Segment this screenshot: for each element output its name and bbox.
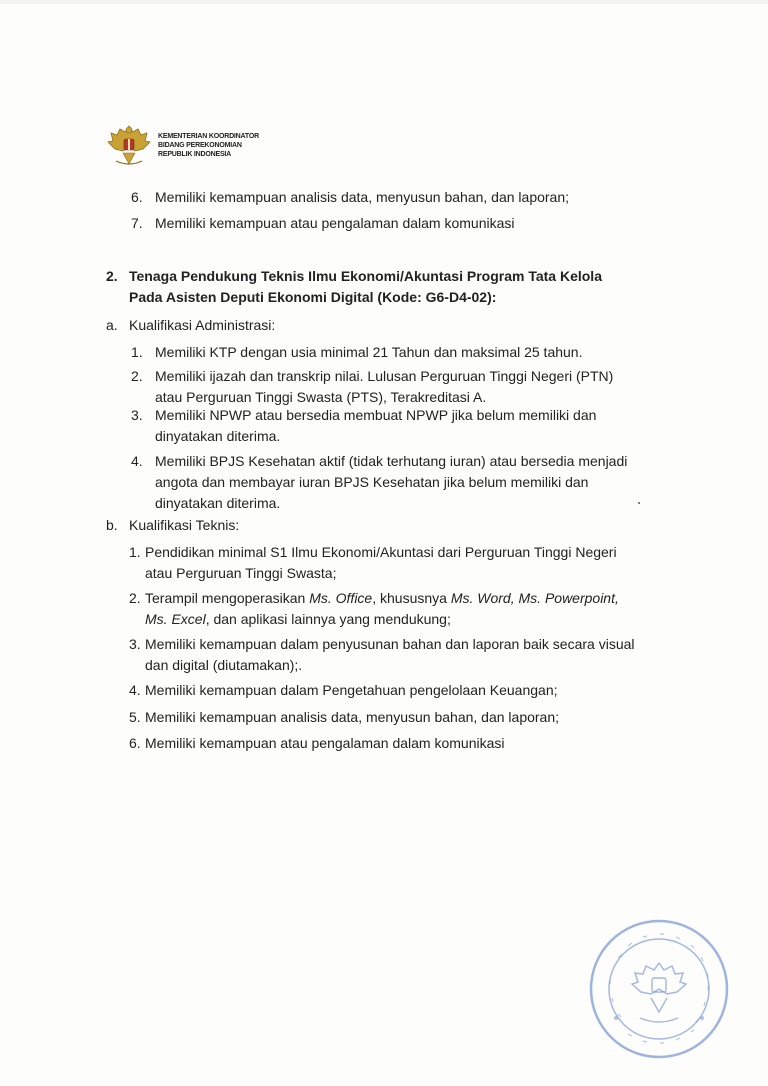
- teknis-item-line: Memiliki kemampuan dalam penyusunan bahan dan laporan baik secara visual: [145, 636, 635, 652]
- admin-item-text: [155, 366, 653, 408]
- admin-item-number: 2.: [131, 368, 143, 384]
- teknis-item-line: [145, 609, 665, 630]
- text-run: Terampil mengoperasikan: [145, 590, 310, 606]
- teknis-item-number: 4.: [129, 682, 141, 698]
- teknis-item-line: dan digital (diutamakan);.: [145, 657, 303, 673]
- text-run: , dan aplikasi lainnya yang mendukung;: [205, 611, 451, 627]
- section-number: 2.: [106, 268, 118, 284]
- teknis-item-number: 6.: [129, 735, 141, 751]
- prev-item-number: 6.: [131, 189, 143, 205]
- teknis-item-text: Memiliki kemampuan analisis data, menyusun bahan, dan laporan;: [145, 709, 560, 725]
- teknis-item-text: Memiliki kemampuan atau pengalaman dalam komunikasi: [145, 735, 505, 751]
- teknis-item-line: [145, 588, 665, 609]
- admin-item-line: Memiliki ijazah dan transkrip nilai. Lulusan Perguruan Tinggi Negeri (PTN): [155, 368, 614, 384]
- teknis-item-text: [145, 542, 665, 584]
- scan-speck: [638, 502, 640, 504]
- admin-item-line: angota dan membayar iuran BPJS Kesehatan jika belum memiliki dan: [155, 474, 589, 490]
- teknis-item-text: Memiliki kemampuan dalam Pengetahuan pengelolaan Keuangan;: [145, 682, 558, 698]
- admin-item-text: [155, 451, 653, 514]
- prev-item-text: Memiliki kemampuan atau pengalaman dalam komunikasi: [155, 215, 515, 231]
- prev-item-text: Memiliki kemampuan analisis data, menyusun bahan, dan laporan;: [155, 189, 570, 205]
- teknis-item-number: 2.: [129, 590, 141, 606]
- admin-item-line: Memiliki NPWP atau bersedia membuat NPWP jika belum memiliki dan: [155, 407, 597, 423]
- top-edge: [0, 0, 768, 4]
- subsection-letter: b.: [106, 517, 118, 533]
- teknis-item-line: Pendidikan minimal S1 Ilmu Ekonomi/Akuntasi dari Perguruan Tinggi Negeri: [145, 544, 617, 560]
- letterhead: [104, 120, 259, 170]
- teknis-item-number: 5.: [129, 709, 141, 725]
- ministry-name-line3: REPUBLIK INDONESIA: [158, 150, 232, 158]
- teknis-item-line: atau Perguruan Tinggi Swasta;: [145, 565, 337, 581]
- admin-item-number: 1.: [131, 344, 143, 360]
- subsection-letter: a.: [106, 317, 118, 333]
- admin-item-line: dinyatakan diterima.: [155, 495, 281, 511]
- ministry-name-line2: BIDANG PEREKONOMIAN: [158, 141, 242, 149]
- admin-item-line: dinyatakan diterima.: [155, 428, 281, 444]
- italic-run: Ms. Office: [309, 590, 373, 606]
- teknis-item-number: 3.: [129, 636, 141, 652]
- admin-item-line: atau Perguruan Tinggi Swasta (PTS), Terakreditasi A.: [155, 389, 487, 405]
- ministry-name-line1: KEMENTERIAN KOORDINATOR: [158, 132, 259, 140]
- subsection-label: Kualifikasi Administrasi:: [129, 317, 276, 333]
- admin-item-text: [155, 405, 653, 447]
- subsection-label: Kualifikasi Teknis:: [129, 517, 240, 533]
- teknis-item-number: 1.: [129, 544, 141, 560]
- admin-item-text: Memiliki KTP dengan usia minimal 21 Tahun dan maksimal 25 tahun.: [155, 344, 583, 360]
- ministry-name: [158, 132, 259, 159]
- official-stamp-icon: [588, 918, 730, 1060]
- italic-run: Ms. Word, Ms. Powerpoint,: [450, 590, 619, 606]
- teknis-item-text: [145, 588, 665, 630]
- admin-item-line: Memiliki BPJS Kesehatan aktif (tidak terhutang iuran) atau bersedia menjadi: [155, 453, 628, 469]
- admin-item-number: 4.: [131, 453, 143, 469]
- admin-item-number: 3.: [131, 407, 143, 423]
- text-run: , khususnya: [372, 590, 451, 606]
- italic-run: Ms. Excel: [145, 611, 206, 627]
- prev-item-number: 7.: [131, 215, 143, 231]
- section-title: [129, 266, 654, 308]
- section-title-line2: Pada Asisten Deputi Ekonomi Digital (Kode: G6-D4-02):: [129, 289, 497, 305]
- teknis-item-text: [145, 634, 665, 676]
- garuda-emblem-icon: [104, 120, 154, 170]
- section-title-line1: Tenaga Pendukung Teknis Ilmu Ekonomi/Akuntasi Program Tata Kelola: [129, 268, 602, 284]
